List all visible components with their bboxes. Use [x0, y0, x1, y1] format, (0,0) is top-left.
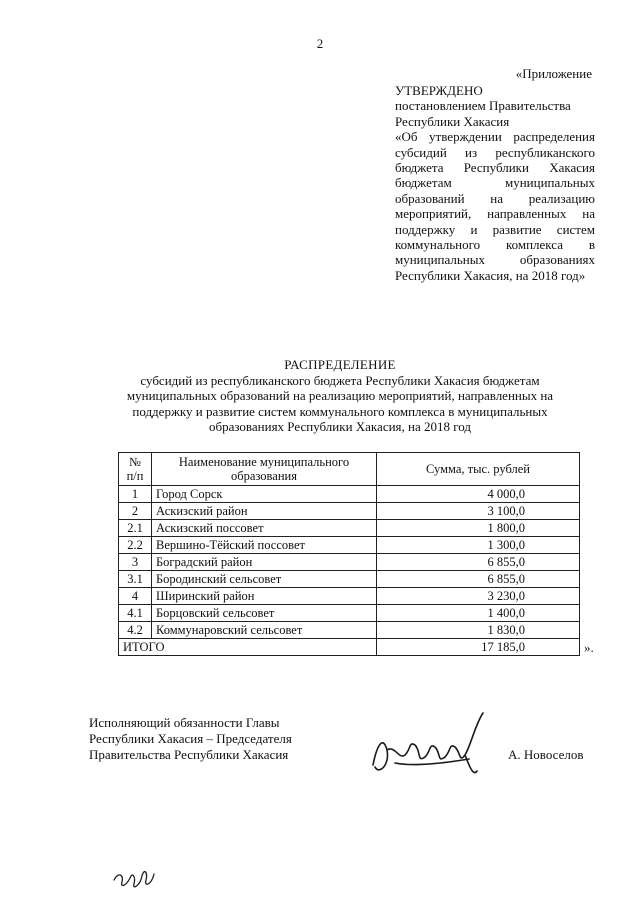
row-sum: 3 230,0	[377, 588, 580, 605]
row-name: Борцовский сельсовет	[152, 605, 377, 622]
title-line: субсидий из республиканского бюджета Республики Хакасия бюджетам	[140, 372, 540, 388]
row-name: Вершино-Тёйский поссовет	[152, 537, 377, 554]
row-name: Город Сорск	[152, 486, 377, 503]
table-row	[119, 554, 580, 571]
closing-quote: ».	[584, 640, 594, 655]
row-name: Аскизский район	[152, 503, 377, 520]
row-sum: 1 800,0	[377, 520, 580, 537]
row-name: Боградский район	[152, 554, 377, 571]
row-sum: 1 830,0	[377, 622, 580, 639]
approval-resolution-title: «Об утверждении распределения субсидий из республиканского бюджета Республики Хакасия бюджетам муниципальных образований на реализацию мероприятий, направленных на поддержку и развитие систем коммунального комплекса в муниципальных образованиях Республики Хакасия, на 2018 год»	[395, 129, 595, 283]
table-header-row	[119, 453, 580, 486]
signer-position-line: Республики Хакасия – Председателя	[89, 731, 292, 746]
signer-position	[89, 715, 339, 763]
row-name: Аскизский поссовет	[152, 520, 377, 537]
table-row	[119, 503, 580, 520]
row-number: 1	[119, 486, 152, 503]
row-name: Ширинский район	[152, 588, 377, 605]
table-row	[119, 605, 580, 622]
row-sum: 3 100,0	[377, 503, 580, 520]
table-row	[119, 622, 580, 639]
signer-name: А. Новоселов	[508, 747, 584, 762]
row-number: 4.2	[119, 622, 152, 639]
total-row	[119, 639, 580, 656]
total-sum: 17 185,0	[377, 639, 580, 656]
title-heading: РАСПРЕДЕЛЕНИЕ	[284, 357, 396, 372]
row-number: 3	[119, 554, 152, 571]
table-row	[119, 588, 580, 605]
title-line: поддержку и развитие систем коммунального комплекса в муниципальных	[132, 403, 548, 419]
row-sum: 1 300,0	[377, 537, 580, 554]
approved-label: УТВЕРЖДЕНО	[395, 83, 483, 98]
total-label: ИТОГО	[119, 639, 377, 656]
row-sum: 6 855,0	[377, 571, 580, 588]
handwritten-initials	[110, 862, 160, 896]
row-number: 2.1	[119, 520, 152, 537]
table-row	[119, 520, 580, 537]
header-num: № п/п	[119, 453, 152, 486]
row-sum: 6 855,0	[377, 554, 580, 571]
title-line: муниципальных образований на реализацию мероприятий, направленных на	[126, 388, 554, 404]
appendix-label: «Приложение	[515, 66, 592, 81]
row-number: 3.1	[119, 571, 152, 588]
approval-line: постановлением Правительства	[395, 98, 571, 114]
title-line: образованиях Республики Хакасия, на 2018 год	[208, 419, 472, 435]
signer-position-line: Исполняющий обязанности Главы	[89, 715, 280, 730]
row-number: 4.1	[119, 605, 152, 622]
row-number: 2	[119, 503, 152, 520]
table-row	[119, 486, 580, 503]
row-sum: 1 400,0	[377, 605, 580, 622]
row-number: 2.2	[119, 537, 152, 554]
handwritten-signature	[365, 705, 495, 789]
approval-block	[395, 83, 595, 283]
distribution-table	[118, 452, 580, 656]
signer-position-line: Правительства Республики Хакасия	[89, 747, 289, 762]
row-name: Коммунаровский сельсовет	[152, 622, 377, 639]
table-row	[119, 537, 580, 554]
approval-line: Республики Хакасия	[395, 113, 510, 129]
row-name: Бородинский сельсовет	[152, 571, 377, 588]
page-number: 2	[316, 36, 324, 51]
header-name: Наименование муниципального образования	[152, 453, 377, 486]
document-title	[80, 357, 600, 435]
row-sum: 4 000,0	[377, 486, 580, 503]
header-sum: Сумма, тыс. рублей	[377, 453, 580, 486]
table-row	[119, 571, 580, 588]
row-number: 4	[119, 588, 152, 605]
